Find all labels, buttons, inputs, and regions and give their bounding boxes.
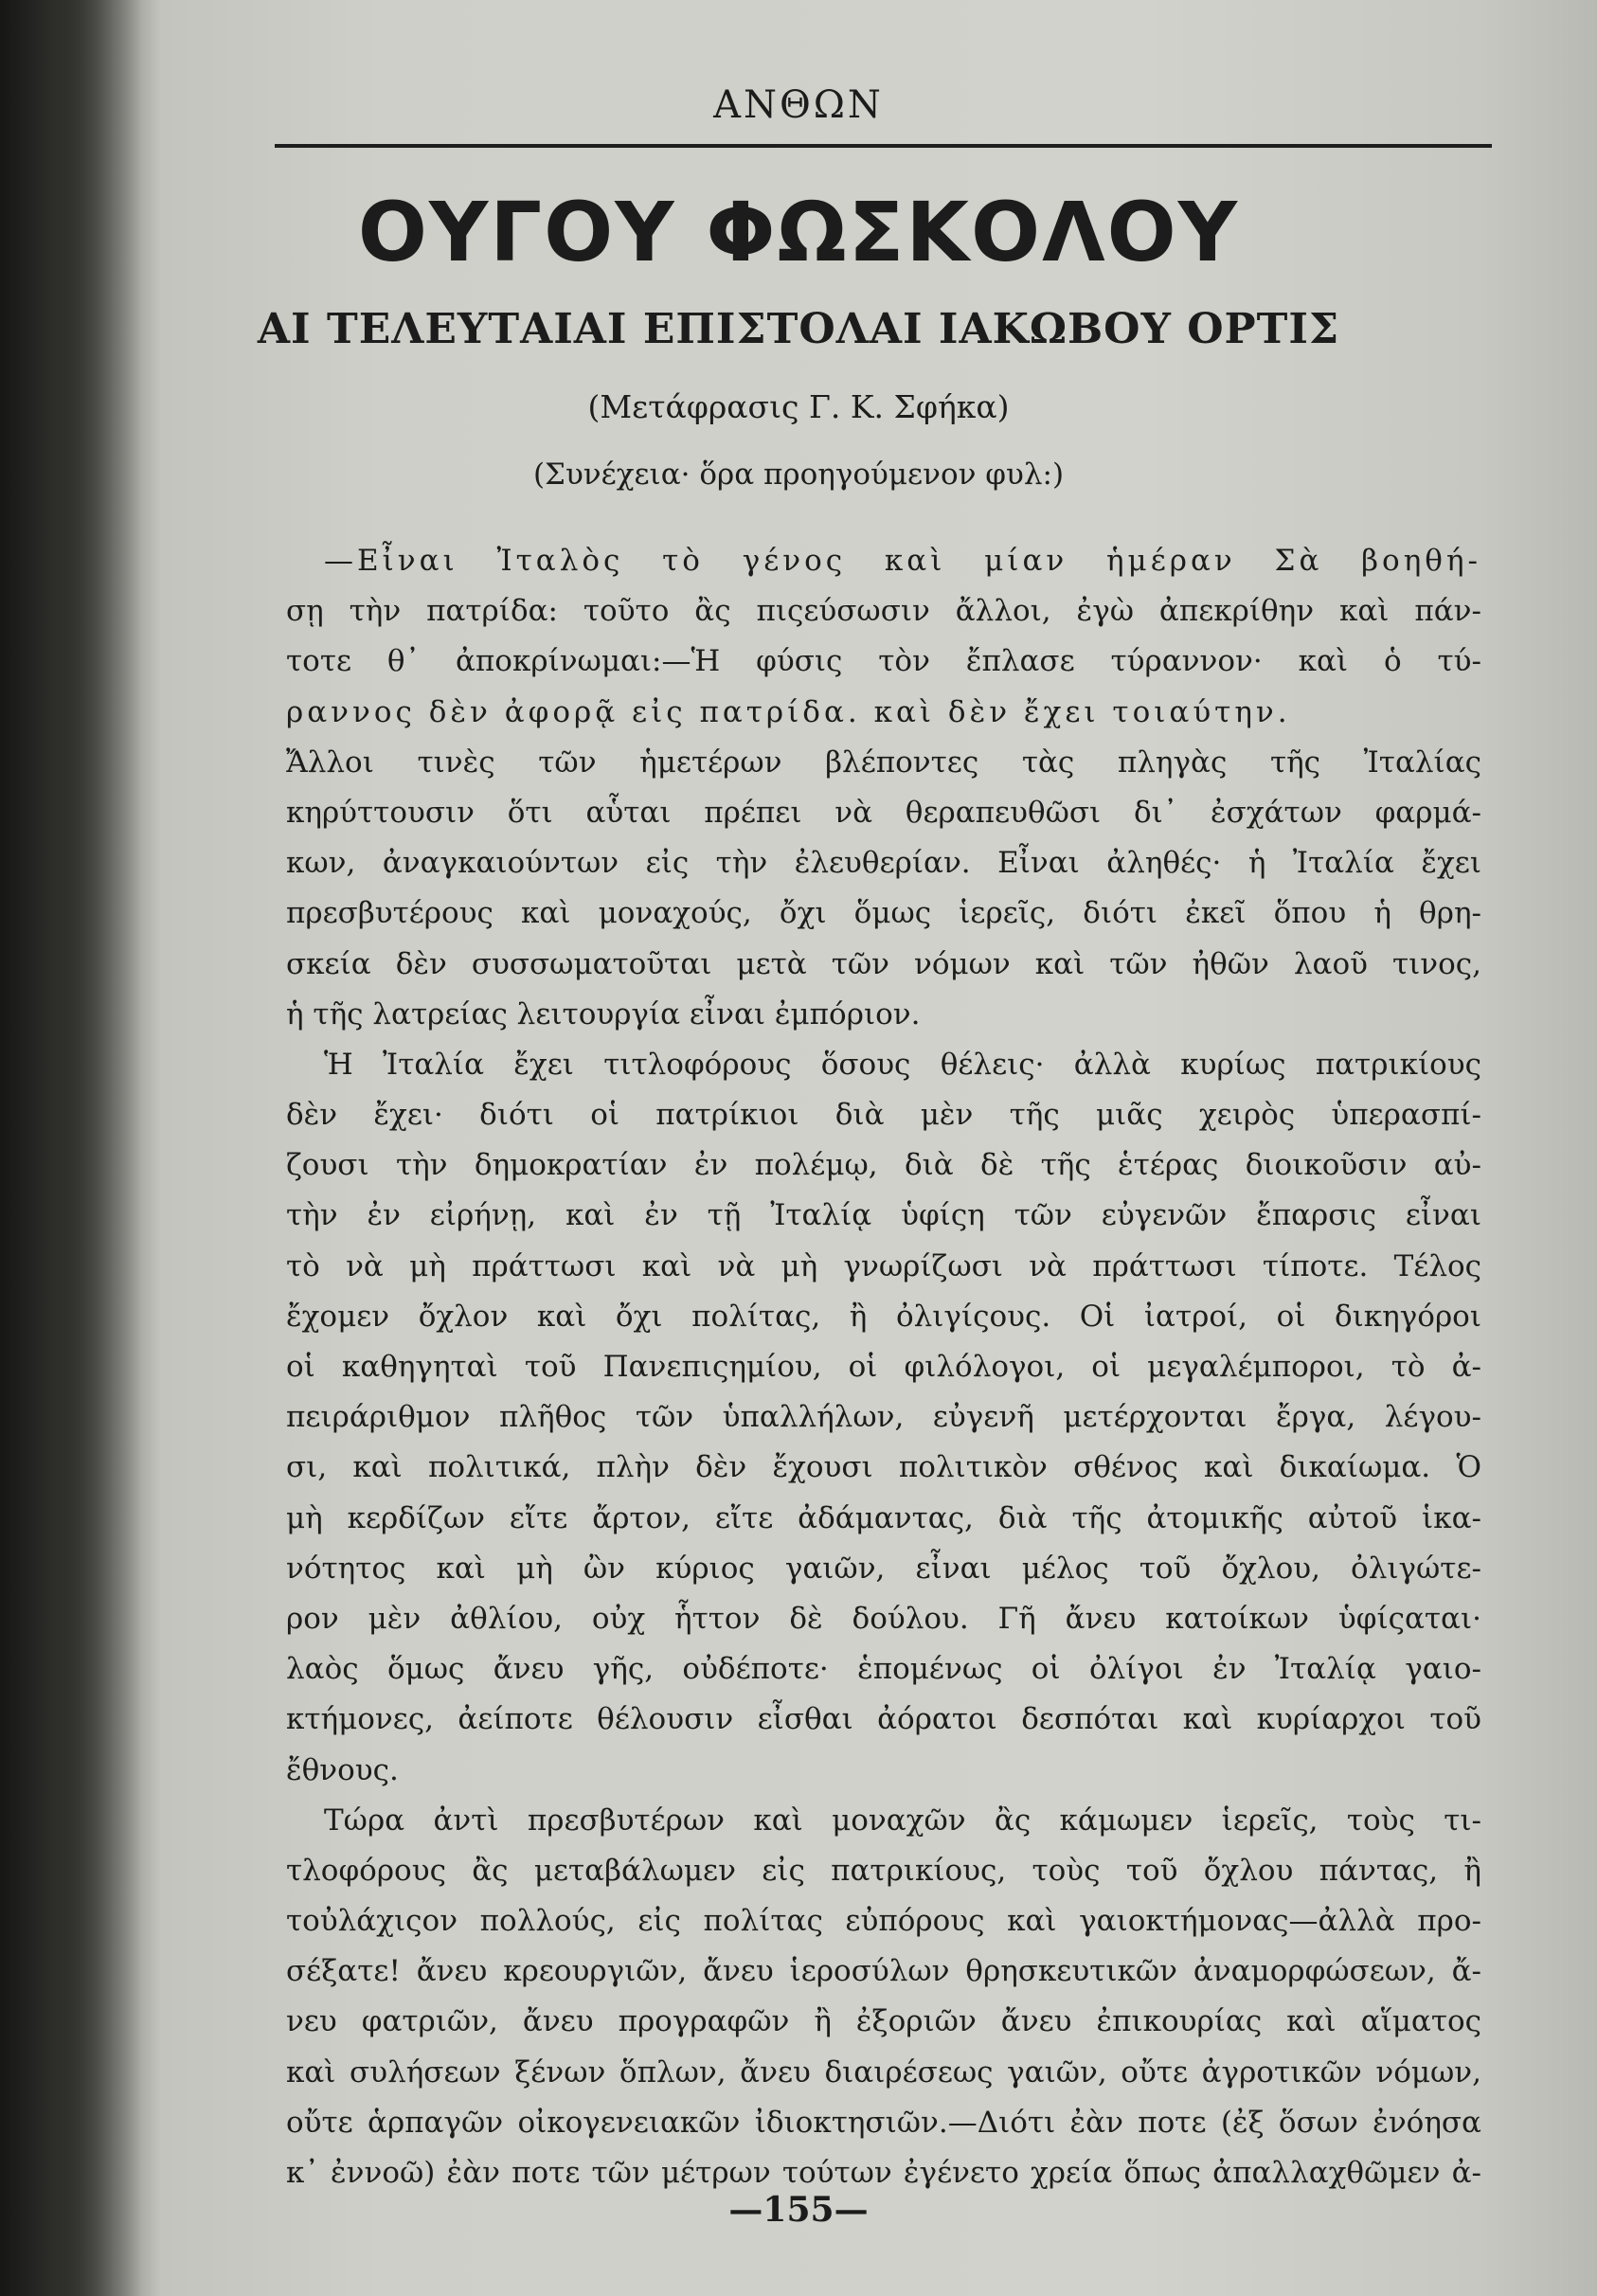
text-line: νότητος καὶ μὴ ὢν κύριος γαιῶν, εἶναι μέλος τοῦ ὄχλου, ὀλιγώτε- bbox=[286, 1551, 1481, 1586]
translator-note: (Μετάφρασις Γ. Κ. Σφήκα) bbox=[587, 388, 1010, 425]
text-line: ἡ τῆς λατρείας λειτουργία εἶναι ἐμπόριον. bbox=[286, 996, 921, 1031]
text-line: ἔθνους. bbox=[286, 1752, 399, 1787]
text-line: οἱ καθηγηταὶ τοῦ Πανεπιςημίου, οἱ φιλόλογοι, οἱ μεγαλέμποροι, τὸ ἀ- bbox=[286, 1350, 1481, 1384]
text-line: σι, καὶ πολιτικά, πλὴν δὲν ἔχουσι πολιτικὸν σθένος καὶ δικαίωμα. Ὁ bbox=[286, 1450, 1481, 1485]
text-line: τλοφόρους ἂς μεταβάλωμεν εἰς πατρικίους, τοὺς τοῦ ὄχλου πάντας, ἢ bbox=[286, 1853, 1481, 1888]
article-title: ΟΥΓΟΥ ΦΩΣΚΟΛΟΥ bbox=[357, 186, 1240, 280]
header-rule bbox=[275, 144, 1492, 148]
text-line: κτήμονες, ἀείποτε θέλουσιν εἶσθαι ἀόρατοι δεσπόται καὶ κυρίαρχοι τοῦ bbox=[286, 1702, 1481, 1737]
body-text bbox=[286, 536, 1481, 2198]
text-line: λαὸς ὅμως ἄνευ γῆς, οὐδέποτε· ἑπομένως οἱ ὀλίγοι ἐν Ἰταλίᾳ γαιο- bbox=[286, 1652, 1481, 1687]
text-line: ρον μὲν ἀθλίου, οὐχ ἧττον δὲ δούλου. Γῆ ἄνευ κατοίκων ὑφίςαται· bbox=[286, 1601, 1481, 1636]
text-line: ραννος δὲν ἀφορᾷ εἰς πατρίδα. καὶ δὲν ἔχει τοιαύτην. bbox=[286, 694, 1291, 729]
text-line: Ἡ Ἰταλία ἔχει τιτλοφόρους ὅσους θέλεις· ἀλλὰ κυρίως πατρικίους bbox=[324, 1047, 1481, 1082]
text-line: μὴ κερδίζων εἴτε ἄρτον, εἴτε ἀδάμαντας, διὰ τῆς ἀτομικῆς αὐτοῦ ἱκα- bbox=[286, 1500, 1481, 1535]
article-subtitle: ΑΙ ΤΕΛΕΥΤΑΙΑΙ ΕΠΙΣΤΟΛΑΙ ΙΑΚΩΒΟΥ ΟΡΤΙΣ bbox=[257, 305, 1340, 353]
text-line: τὸ νὰ μὴ πράττωσι καὶ νὰ μὴ γνωρίζωσι νὰ πράττωσι τίποτε. Τέλος bbox=[286, 1248, 1481, 1283]
text-line: Τώρα ἀντὶ πρεσβυτέρων καὶ μοναχῶν ἂς κάμωμεν ἱερεῖς, τοὺς τι- bbox=[324, 1803, 1481, 1838]
text-line: κηρύττουσιν ὅτι αὗται πρέπει νὰ θεραπευθῶσι δι᾽ ἐσχάτων φαρμά- bbox=[286, 795, 1481, 830]
text-line: τοτε θ᾽ ἀποκρίνωμαι:—Ἡ φύσις τὸν ἔπλασε τύραννον· καὶ ὁ τύ- bbox=[286, 644, 1481, 679]
continuation-note: (Συνέχεια· ὅρα προηγούμενον φυλ:) bbox=[532, 457, 1065, 492]
text-line: νευ φατριῶν, ἄνευ προγραφῶν ἢ ἐξοριῶν ἄνευ ἐπικουρίας καὶ αἵματος bbox=[286, 2004, 1481, 2039]
text-line: τὴν ἐν εἰρήνῃ, καὶ ἐν τῇ Ἰταλίᾳ ὑφίςη τῶν εὐγενῶν ἔπαρσις εἶναι bbox=[286, 1198, 1481, 1233]
text-line: τοὐλάχιςον πολλούς, εἰς πολίτας εὐπόρους καὶ γαιοκτήμονας—ἀλλὰ προ- bbox=[286, 1904, 1481, 1939]
text-line: οὔτε ἁρπαγῶν οἰκογενειακῶν ἰδιοκτησιῶν.—Διότι ἐὰν ποτε (ἐξ ὅσων ἐνόησα bbox=[286, 2105, 1481, 2140]
text-line: σκεία δὲν συσσωματοῦται μετὰ τῶν νόμων καὶ τῶν ἠθῶν λαοῦ τινος, bbox=[286, 946, 1481, 981]
text-line: πειράριθμον πλῆθος τῶν ὑπαλλήλων, εὐγενῆ μετέρχονται ἔργα, λέγου- bbox=[286, 1400, 1481, 1435]
text-line: κων, ἀναγκαιούντων εἰς τὴν ἐλευθερίαν. Εἶναι ἀληθές· ἡ Ἰταλία ἔχει bbox=[286, 846, 1481, 881]
text-line: δὲν ἔχει· διότι οἱ πατρίκιοι διὰ μὲν τῆς μιᾶς χειρὸς ὑπερασπί- bbox=[286, 1098, 1481, 1133]
page-number: —155— bbox=[728, 2190, 869, 2230]
text-line: σῃ τὴν πατρίδα: τοῦτο ἂς πιςεύσωσιν ἄλλοι, ἐγὼ ἀπεκρίθην καὶ πάν- bbox=[286, 594, 1481, 629]
text-line: —Εἶναι Ἰταλὸς τὸ γένος καὶ μίαν ἡμέραν Σὰ βοηθή- bbox=[324, 544, 1481, 578]
text-line: Ἄλλοι τινὲς τῶν ἡμετέρων βλέποντες τὰς πληγὰς τῆς Ἰταλίας bbox=[286, 744, 1481, 780]
text-line: κ᾽ ἐννοῶ) ἐὰν ποτε τῶν μέτρων τούτων ἐγένετο χρεία ὅπως ἀπαλλαχθῶμεν ἀ- bbox=[286, 2156, 1481, 2190]
text-line: σέξατε! ἄνευ κρεουργιῶν, ἄνευ ἱεροσύλων θρησκευτικῶν ἀναμορφώσεων, ἄ- bbox=[286, 1954, 1481, 1989]
text-line: πρεσβυτέρους καὶ μοναχούς, ὄχι ὅμως ἱερεῖς, διότι ἐκεῖ ὅπου ἡ θρη- bbox=[286, 896, 1481, 931]
running-head: ΑΝΘΩΝ bbox=[713, 83, 884, 127]
text-line: καὶ συλήσεων ξένων ὅπλων, ἄνευ διαιρέσεως γαιῶν, οὔτε ἀγροτικῶν νόμων, bbox=[286, 2054, 1481, 2090]
text-line: ζουσι τὴν δημοκρατίαν ἐν πολέμῳ, διὰ δὲ τῆς ἑτέρας διοικοῦσιν αὐ- bbox=[286, 1148, 1481, 1183]
text-line: ἔχομεν ὄχλον καὶ ὄχι πολίτας, ἢ ὀλιγίςους. Οἱ ἰατροί, οἱ δικηγόροι bbox=[286, 1299, 1481, 1334]
